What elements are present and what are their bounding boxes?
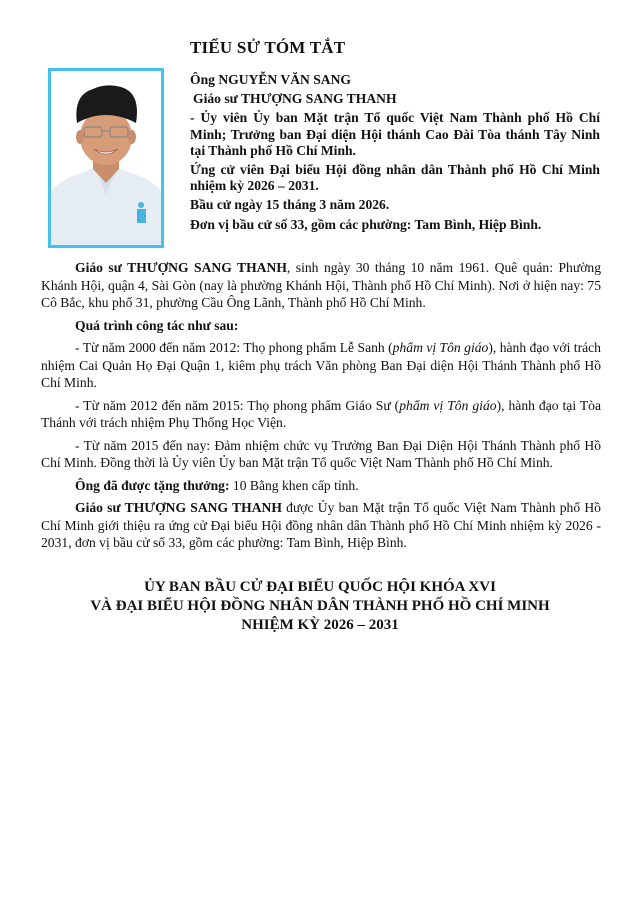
career-item-text: ), hành đạo tại Tòa Thánh với trách nhiệm Phụ Thống Học Viện. bbox=[41, 397, 601, 430]
candidate-portrait bbox=[48, 68, 164, 248]
career-item-text: - Từ năm 2015 đến nay: Đảm nhiệm chức vụ Trưởng Ban Đại Diện Hội Thánh Thành phố Hồ Chí Minh. Đồng thời là Ủy viên Ủy ban Mặt trận Tổ quốc Việt Nam Thành phố Hồ Chí Minh. bbox=[41, 437, 601, 470]
portrait-image bbox=[51, 71, 161, 245]
constituency: Đơn vị bầu cử số 33, gồm các phường: Tam Bình, Hiệp Bình. bbox=[190, 216, 542, 232]
issuing-committee bbox=[40, 578, 600, 635]
awards-value: 10 Bằng khen cấp tỉnh. bbox=[229, 477, 359, 493]
committee-line-2: VÀ ĐẠI BIỂU HỘI ĐỒNG NHÂN DÂN THÀNH PHỐ HỒ CHÍ MINH bbox=[90, 598, 550, 614]
committee-line-3: NHIỆM KỲ 2026 – 2031 bbox=[241, 617, 399, 633]
career-item bbox=[41, 339, 601, 392]
intro-text: , sinh ngày 30 tháng 10 năm 1961. Quê quán: Phường Khánh Hội, quận 4, Sài Gòn (nay là phường Khánh Hội, Thành phố Hồ Chí Minh). Nơi ở hiện nay: 75 Cô Bắc, khu phố 31, phường Cầu Ông Lãnh, Thành phố Hồ Chí Minh. bbox=[41, 260, 602, 310]
career-item-italic: phẩm vị Tôn giáo bbox=[392, 340, 489, 355]
career-item-text: ), hành đạo với trách nhiệm Cai Quản Họ Đại Quận 1, kiêm phụ trách Văn phòng Ban Đại diện Hội Thánh Thành phố Hồ Chí Minh. bbox=[41, 340, 601, 390]
intro-paragraph bbox=[41, 259, 601, 312]
awards-label: Ông đã được tặng thưởng: bbox=[75, 477, 230, 493]
career-item-text: - Từ năm 2000 đến năm 2012: Thọ phong phẩm Lễ Sanh ( bbox=[75, 340, 393, 355]
career-item bbox=[41, 437, 601, 472]
biography-body bbox=[41, 259, 601, 557]
nomination-paragraph bbox=[41, 499, 601, 552]
election-date: Bầu cử ngày 15 tháng 3 năm 2026. bbox=[190, 197, 390, 213]
candidate-position: - Ủy viên Ủy ban Mặt trận Tổ quốc Việt Nam Thành phố Hồ Chí Minh; Trưởng ban Đại diện Hội thánh Cao Đài Tòa thánh Tây Ninh tại Thành phố Hồ Chí Minh. bbox=[190, 110, 600, 158]
document-title: TIỂU SỬ TÓM TẮT bbox=[190, 38, 346, 57]
career-item bbox=[41, 397, 601, 432]
awards-paragraph bbox=[41, 477, 601, 495]
candidate-name: Ông NGUYỄN VĂN SANG bbox=[190, 72, 352, 87]
candidate-religious-title: Giáo sư THƯỢNG SANG THANH bbox=[193, 91, 397, 107]
candidate-candidacy: Ứng cử viên Đại biểu Hội đồng nhân dân Thành phố Hồ Chí Minh nhiệm kỳ 2026 – 2031. bbox=[190, 162, 600, 194]
career-heading: Quá trình công tác như sau: bbox=[75, 317, 239, 333]
career-item-italic: phẩm vị Tôn giáo bbox=[399, 397, 497, 413]
committee-line-1: ỦY BAN BẦU CỬ ĐẠI BIỂU QUỐC HỘI KHÓA XVI bbox=[144, 579, 496, 595]
career-item-text: - Từ năm 2012 đến năm 2015: Thọ phong phẩm Giáo Sư ( bbox=[75, 397, 400, 413]
candidate-header bbox=[190, 72, 600, 236]
nomination-name: Giáo sư THƯỢNG SANG THANH bbox=[75, 500, 282, 515]
intro-name: Giáo sư THƯỢNG SANG THANH bbox=[75, 260, 287, 275]
nomination-text: được Ủy ban Mặt trận Tổ quốc Việt Nam Thành phố Hồ Chí Minh giới thiệu ra ứng cử Đại biểu Hội đồng nhân dân Thành phố Hồ Chí Minh nhiệm kỳ 2026 - 2031, đơn vị bầu cử số 33, gồm các phường: Tam Bình, Hiệp Bình. bbox=[41, 500, 601, 550]
